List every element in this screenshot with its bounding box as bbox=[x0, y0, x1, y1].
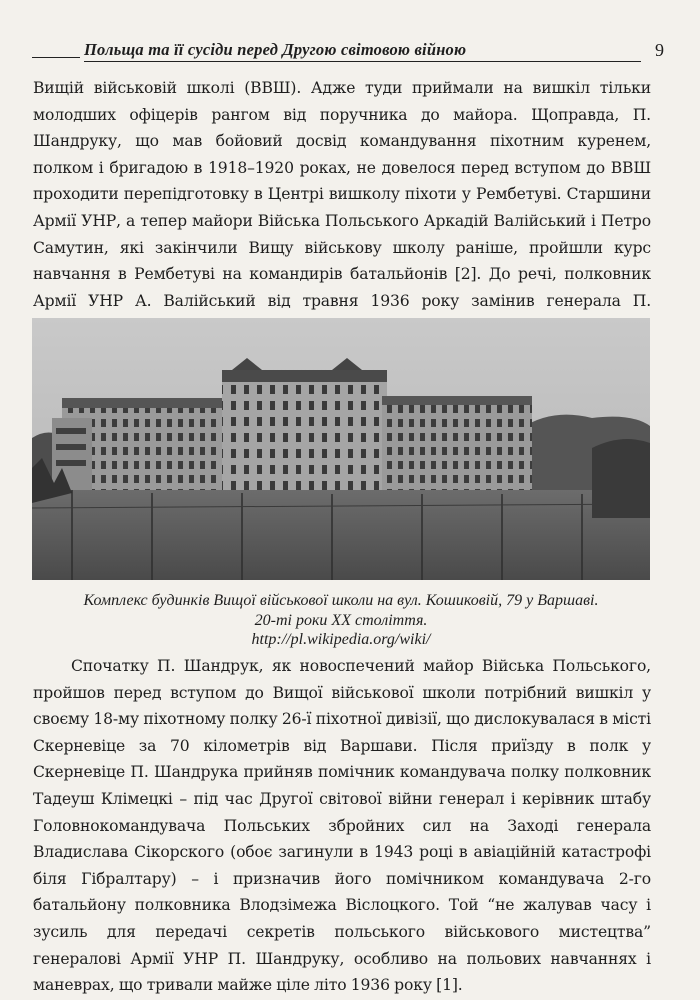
running-head bbox=[32, 36, 664, 62]
running-head-title: Польща та її сусіди перед Другою світовою війною bbox=[84, 40, 641, 62]
header-rule bbox=[32, 57, 80, 58]
photo-caption bbox=[32, 591, 650, 650]
caption-line-1: Комплекс будинків Вищої військової школи на вул. Кошиковій, 79 у Варшаві. bbox=[83, 592, 599, 609]
caption-url: http://pl.wikipedia.org/wiki/ bbox=[251, 631, 431, 648]
ground bbox=[32, 490, 650, 580]
caption-line-2: 20-ті роки XX століття. bbox=[254, 611, 428, 629]
paragraph-1: Вищій військовій школі (ВВШ). Адже туди приймали на вишкіл тільки молодших офіцерів рангом від поручника до майора. Щоправда, П. Шандруку, що мав бойовий досвід командування піхотним куренем, полком і бригадою в 1918–1920 роках, не довелося перед вступом до ВВШ проходити перепідготовку в Центрі вишколу піхоти у Рембетуві. Старшини Армії УНР, а тепер майори Війська Польського Аркадій Валійський і Петро Самутин, які закінчили Вищу військову школу раніше, пройшли курс навчання в Рембетуві на командирів батальйонів [2]. До речі, полковник Армії УНР А. Валійський від травня 1936 року замінив генерала П. bbox=[33, 79, 651, 310]
paragraph-2: Спочатку П. Шандрук, як новоспечений майор Війська Польського, пройшов перед вступом до Вищої військової школи потрібний вишкіл у своєму 18-му піхотному полку 26-ї піхотної дивізії, що дислокувалася в місті Скерневіце за 70 кілометрів від Варшави. Після приїзду в полк у Скерневіце П. Шандрука прийняв помічник командувача полку полковник Тадеуш Клімецкі – під час Другої світової війни генерал і керівник штабу Головнокомандувача Польських збройних сил на Заході генерала Владислава Сікорского (обоє загинули в 1943 році в авіаційній катастрофі біля Гібралтару) – і призначив його помічником командувача 2-го батальйону полковника Влодзімежа Віслоцкого. Той “не жалував часу і зусиль для передачі секретів польського військового мистецтва” генералові Армії УНР П. Шандруку, особливо на польових навчаннях і маневрах, що тривали майже ціле літо 1936 року [1]. bbox=[33, 657, 651, 995]
historical-photo bbox=[32, 318, 650, 580]
page-number: 9 bbox=[655, 40, 664, 60]
